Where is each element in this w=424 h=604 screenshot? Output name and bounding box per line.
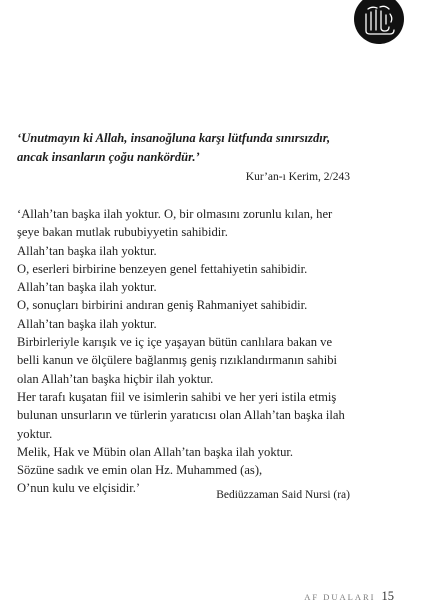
allah-calligraphy-seal-icon: [351, 0, 407, 48]
prayer-line: Allah’tan başka ilah yoktur.: [17, 243, 157, 258]
prayer-line: Melik, Hak ve Mübin olan Allah’tan başka ilah yoktur.: [17, 444, 294, 459]
prayer-text: [17, 205, 357, 498]
prayer-line: Allah’tan başka ilah yoktur.: [17, 316, 157, 331]
prayer-line: O, sonuçları birbirini andıran geniş Rahmaniyet sahibidir.: [17, 298, 308, 313]
prayer-line: Sözüne sadık ve emin olan Hz. Muhammed (as),: [17, 463, 263, 478]
attribution: Bediüzzaman Said Nursi (ra): [216, 489, 350, 501]
prayer-line: O, eserleri birbirine benzeyen genel fettahiyetin sahibidir.: [17, 261, 308, 276]
page-footer: [304, 589, 394, 604]
prayer-line: O’nun kulu ve elçisidir.’: [17, 481, 141, 496]
prayer-line: ‘Allah’tan başka ilah yoktur. O, bir olmasını zorunlu kılan, her şeye bakan mutlak rububiyyetin sahibidir.: [17, 207, 333, 240]
epigraph-quote: ‘Unutmayın ki Allah, insanoğluna karşı lütfunda sınırsızdır, ancak insanların çoğu nankördür.’: [17, 131, 331, 164]
epigraph-source: Kur’an-ı Kerim, 2/243: [245, 171, 350, 183]
running-head: AF DUALARI: [304, 592, 376, 602]
prayer-line: Her tarafı kuşatan fiil ve isimlerin sahibi ve her yeri istila etmiş bulunan unsurların ve türlerin yaratıcısı olan Allah’tan başka ilah yoktur.: [17, 389, 345, 441]
page-number: 15: [381, 589, 394, 603]
prayer-line: Birbirleriyle karışık ve iç içe yaşayan bütün canlılara bakan ve belli kanun ve ölçülere bağlanmış geniş rızıklandırmanın sahibi olan Allah’tan başka hiçbir ilah yoktur.: [17, 335, 338, 386]
prayer-line: Allah’tan başka ilah yoktur.: [17, 280, 157, 295]
